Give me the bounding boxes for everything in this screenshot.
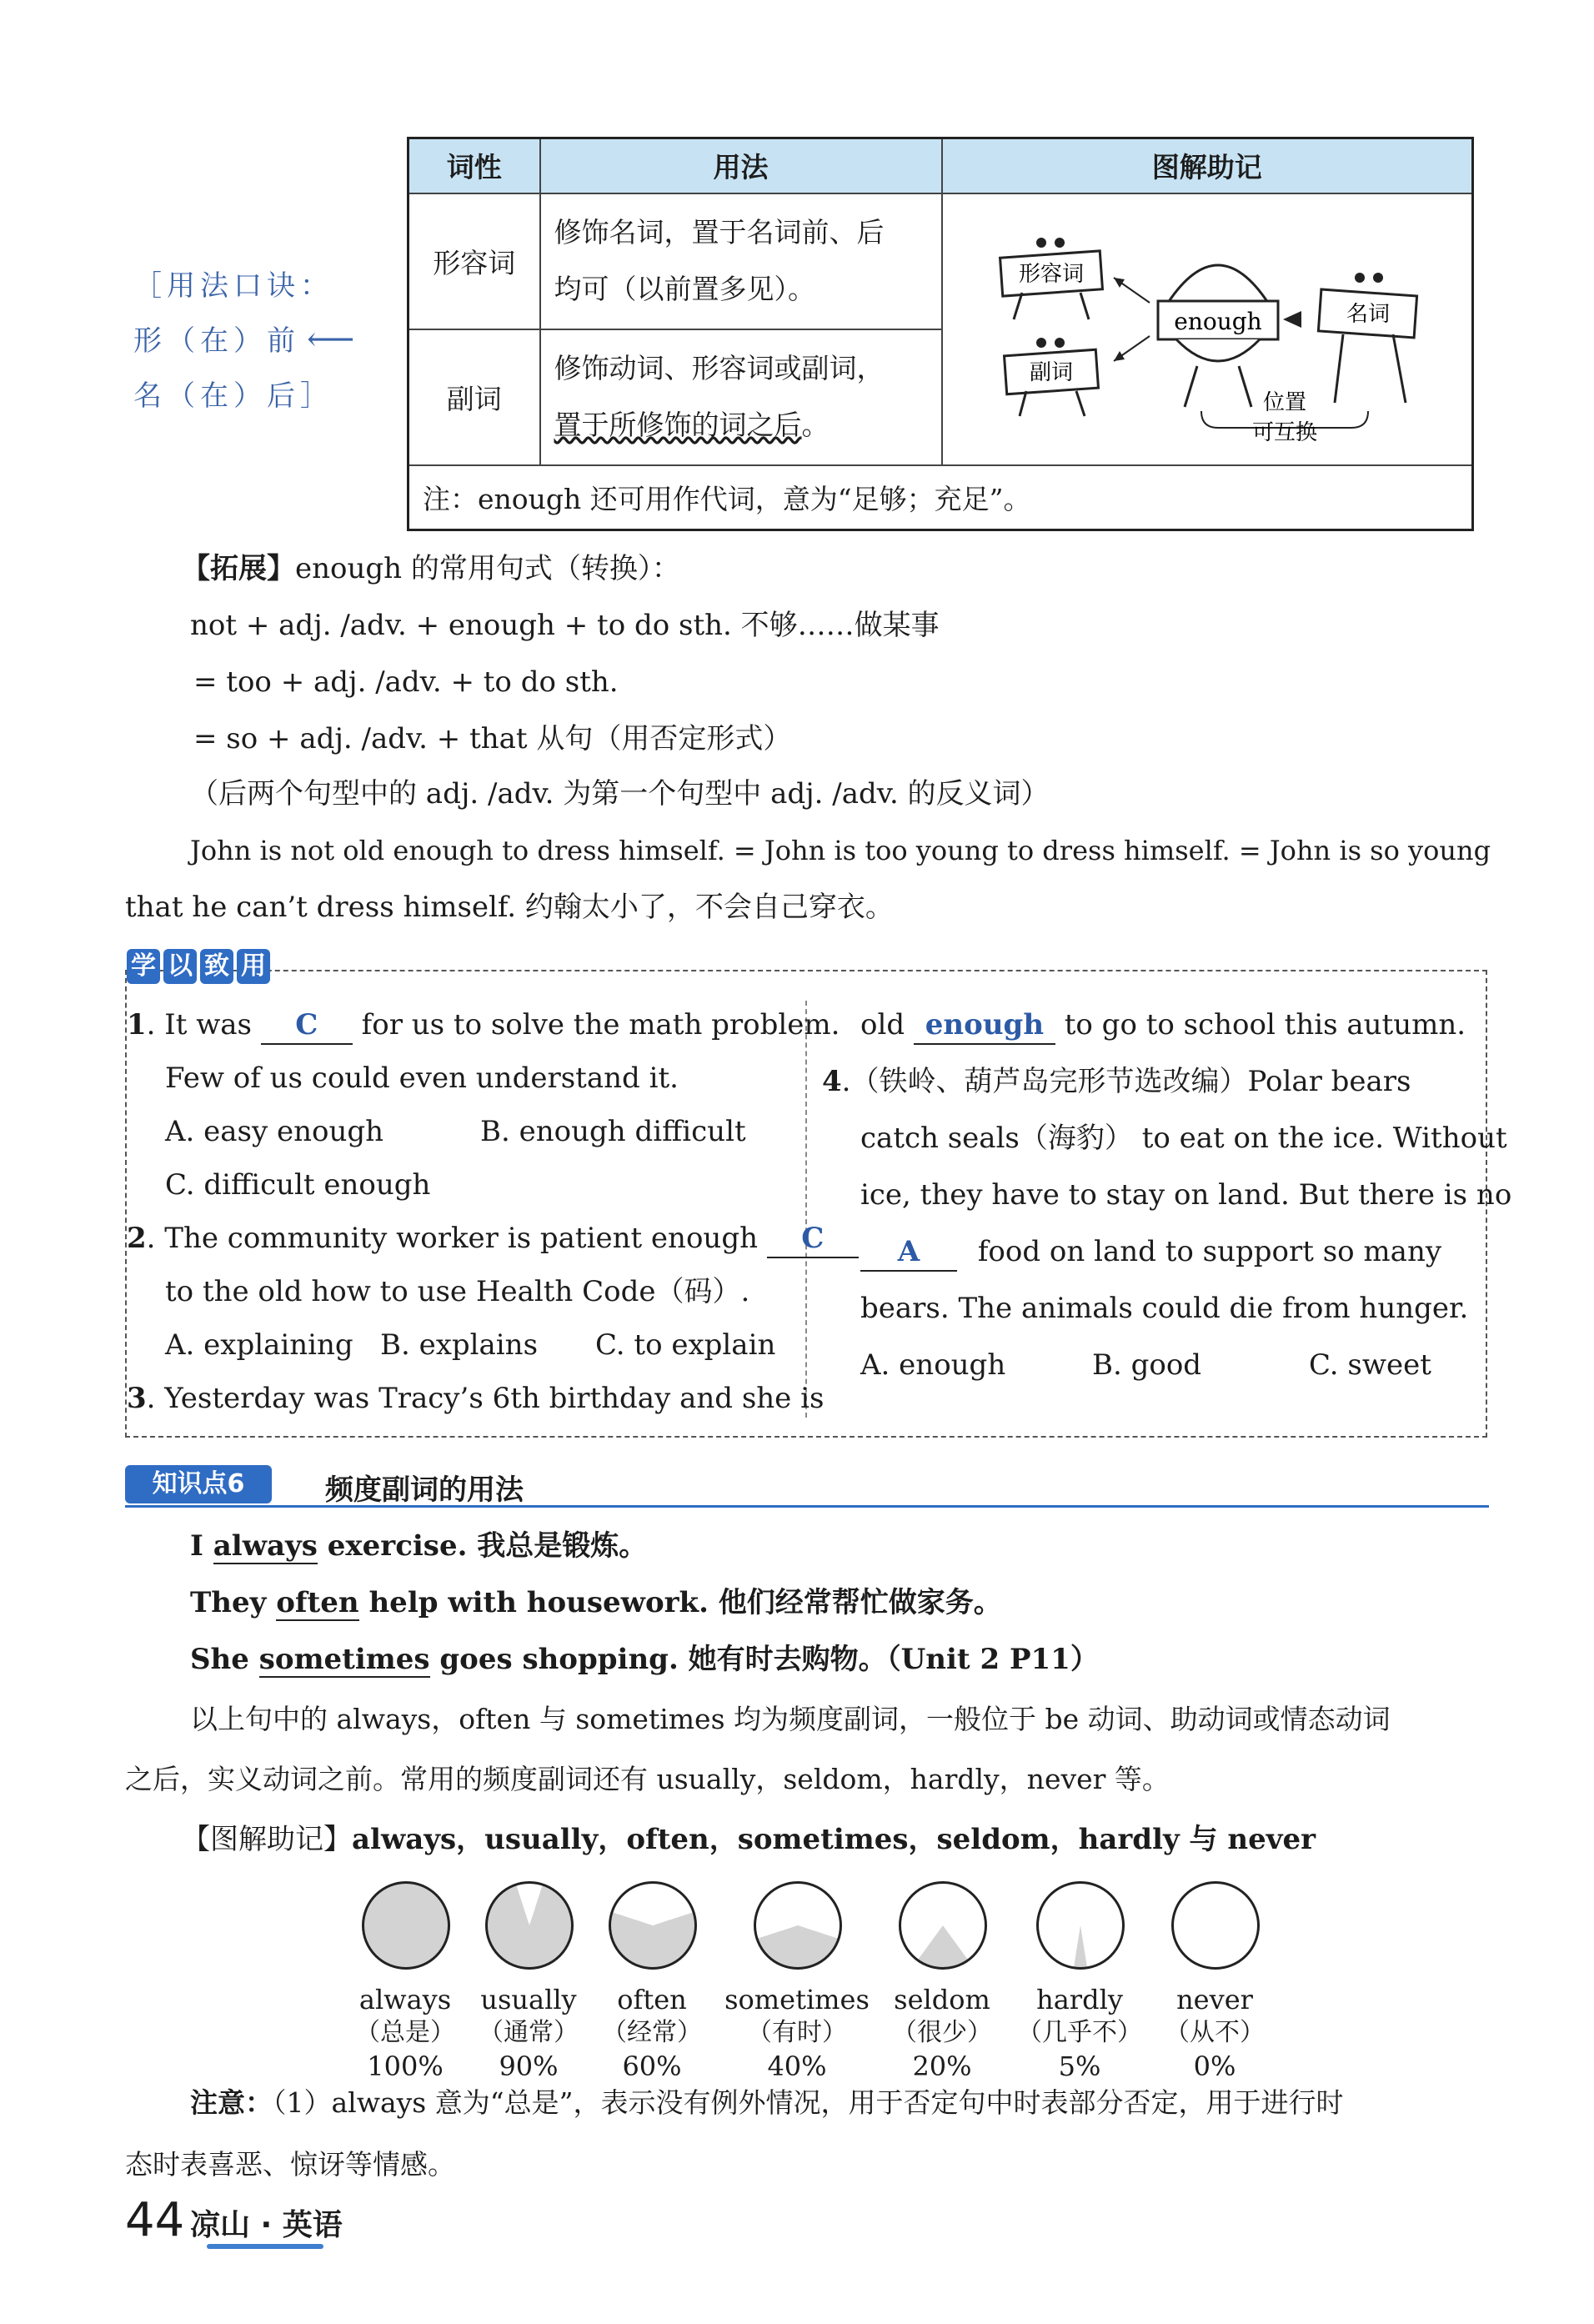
section-title: 频度副词的用法 (325, 1473, 524, 1507)
q4-line4-text: food on land to support so many (977, 1235, 1442, 1268)
q3-cont-pre: old (860, 1008, 905, 1042)
q4-option-b[interactable]: B. good (1092, 1348, 1202, 1382)
q3-line2 (860, 1006, 1466, 1045)
q2-answer[interactable]: C (767, 1220, 859, 1258)
q2-line1 (127, 1220, 859, 1258)
q2-option-a[interactable]: A. explaining (165, 1328, 353, 1362)
expand-label: 【拓展】 (182, 552, 295, 585)
diagram-adv-label: 副词 (1029, 359, 1073, 385)
example-2-word: often (276, 1586, 359, 1619)
memo-label: 【图解助记】 (182, 1823, 352, 1856)
expand-example-1: John is not old enough to dress himself. = John is too young to dress himself. = John is so young (190, 835, 1491, 866)
q4-answer[interactable]: A (860, 1233, 957, 1272)
frequency-cn-hardly: （几乎不） (1017, 2018, 1142, 2047)
q3-line1 (127, 1380, 824, 1417)
frequency-pct-usually: 90% (499, 2050, 559, 2082)
example-3-word: sometimes (258, 1643, 430, 1676)
frequency-cn-usually: （通常） (479, 2018, 579, 2047)
usage-adv (540, 329, 942, 465)
example-2-post: help with housework. 他们经常帮忙做家务。 (358, 1586, 1002, 1619)
frequency-circle-always (362, 1881, 450, 1970)
q3-answer[interactable]: enough (914, 1006, 1055, 1045)
memo-text: always，usually，often，sometimes，seldom，hardly 与 never (352, 1823, 1316, 1856)
q2-pre: . The community worker is patient enough (146, 1222, 758, 1255)
frequency-word-always: always (358, 1984, 452, 2015)
diagram-noun-label: 名词 (1346, 301, 1390, 327)
expand-intro (182, 550, 680, 587)
page-number: 44 (125, 2193, 185, 2247)
tag-char-2: 以 (163, 949, 197, 984)
margin-note (133, 259, 333, 424)
q3-pre: . Yesterday was Tracy’s 6th birthday and she is (146, 1382, 825, 1415)
frequency-pct-seldom: 20% (912, 2050, 972, 2082)
tag-char-3: 致 (200, 949, 233, 984)
note-line-1 (190, 2085, 1343, 2121)
frequency-word-often: often (617, 1984, 687, 2015)
header-pos: 词性 (409, 138, 540, 193)
adj-character-icon (1000, 238, 1102, 319)
q2-line2: to the old how to use Health Code（码）. (165, 1275, 750, 1308)
q4-line1 (822, 1063, 1411, 1100)
frequency-cn-never: （从不） (1165, 2018, 1265, 2047)
section-badge: 知识点6 (125, 1465, 272, 1503)
expand-example-2: that he can’t dress himself. 约翰太小了，不会自己穿衣。 (125, 891, 894, 924)
q1-number: 1 (127, 1008, 147, 1042)
adv-character-icon (1004, 338, 1098, 416)
example-3-pre: She (190, 1643, 259, 1676)
q1-option-a[interactable]: A. easy enough (165, 1115, 384, 1148)
q2-option-c[interactable]: C. to explain (595, 1328, 776, 1362)
diagram-enough-label: enough (1173, 307, 1262, 335)
enough-diagram (943, 194, 1474, 458)
example-3-post: goes shopping. 她有时去购物。 (429, 1643, 887, 1676)
example-1-pre: I (190, 1529, 213, 1563)
usage-adv-line2 (554, 397, 928, 454)
example-1-word: always (213, 1529, 318, 1563)
frequency-pct-always: 100% (367, 2050, 444, 2082)
footer-accent-line (207, 2244, 323, 2249)
frequency-cn-often: （经常） (602, 2018, 702, 2047)
frequency-word-never: never (1176, 1984, 1253, 2015)
frequency-cn-seldom: （很少） (892, 2018, 992, 2047)
explain-line-1: 以上句中的 always，often 与 sometimes 均为频度副词，一般位于 be 动词、助动词或情态动词 (190, 1703, 1391, 1735)
frequency-word-sometimes: sometimes (724, 1984, 870, 2015)
frequency-cn-sometimes: （有时） (747, 2018, 847, 2047)
tag-char-1: 学 (127, 949, 160, 984)
margin-note-line3: 名（在）后］ (133, 379, 333, 413)
table-note: 注：enough 还可用作代词，意为“足够；充足”。 (409, 465, 1473, 530)
q4-line3: ice, they have to stay on land. But there is no (860, 1178, 1512, 1212)
diagram-swap-line1: 位置 (1262, 389, 1306, 415)
example-sentence-3 (190, 1641, 1099, 1678)
note-line-2: 态时表喜恶、惊讶等情感。 (125, 2148, 455, 2181)
q1-line1 (127, 1006, 840, 1045)
q4-option-a[interactable]: A. enough (860, 1348, 1006, 1382)
pos-adj: 形容词 (409, 193, 540, 329)
margin-note-line2: 形（在）前 (133, 324, 300, 358)
q4-line5: bears. The animals could die from hunger. (860, 1292, 1469, 1325)
diagram-adj-label: 形容词 (1018, 261, 1084, 287)
q2-number: 2 (127, 1222, 147, 1255)
q3-number: 3 (127, 1382, 147, 1415)
q4-option-c[interactable]: C. sweet (1309, 1348, 1431, 1382)
tag-char-4: 用 (237, 949, 270, 984)
example-sentence-1 (190, 1528, 647, 1564)
q2-option-b[interactable]: B. explains (380, 1328, 539, 1362)
frequency-word-usually: usually (480, 1984, 577, 2015)
diagram-swap-line2: 可互换 (1251, 419, 1317, 445)
frequency-word-hardly: hardly (1036, 1984, 1123, 2015)
frequency-cn-always: （总是） (355, 2018, 455, 2047)
frequency-pct-hardly: 5% (1058, 2050, 1101, 2082)
expand-line-4: （后两个句型中的 adj. /adv. 为第一个句型中 adj. /adv. 的反义词） (190, 777, 1050, 811)
q1-option-c[interactable]: C. difficult enough (165, 1168, 431, 1202)
note-label: 注意： (190, 2086, 273, 2119)
frequency-circle-sometimes (754, 1881, 842, 1970)
example-1-post: exercise. 我总是锻炼。 (317, 1529, 648, 1563)
header-usage: 用法 (540, 138, 942, 193)
usage-adv-line1: 修饰动词、形容词或副词， (554, 352, 885, 384)
q1-pre: . It was (146, 1008, 253, 1042)
q4-number: 4 (822, 1065, 842, 1098)
margin-note-line1: ［用法口诀： (133, 269, 333, 303)
noun-character-icon (1318, 273, 1416, 403)
expand-intro-text: enough 的常用句式（转换）： (295, 552, 680, 585)
memo-line (182, 1821, 1316, 1858)
usage-adj-line1: 修饰名词，置于名词前、后 (554, 216, 885, 248)
usage-adj (540, 193, 942, 329)
q1-answer[interactable]: C (261, 1006, 353, 1045)
frequency-circle-seldom (899, 1881, 987, 1970)
q1-option-b[interactable]: B. enough difficult (480, 1115, 746, 1148)
pos-adv: 副词 (409, 329, 540, 465)
q1-line2: Few of us could even understand it. (165, 1062, 679, 1095)
frequency-circle-usually (485, 1881, 574, 1970)
q4-pre: .（铁岭、葫芦岛完形节选改编）Polar bears (841, 1065, 1411, 1098)
frequency-circle-never (1171, 1881, 1260, 1970)
q4-line4 (860, 1233, 1441, 1272)
example-3-ref: （Unit 2 P11） (886, 1643, 1099, 1676)
enough-character-icon (1158, 265, 1278, 407)
usage-adv-period: 。 (801, 409, 830, 441)
book-title: 凉山 · 英语 (190, 2208, 343, 2242)
usage-table (407, 137, 1474, 531)
example-2-pre: They (190, 1586, 277, 1619)
header-diagram: 图解助记 (942, 138, 1473, 193)
expand-line-1: not + adj. /adv. + enough + to do sth. 不够……做某事 (190, 609, 940, 642)
exercise-tag (127, 949, 273, 984)
q1-post: for us to solve the math problem. (361, 1008, 840, 1042)
q4-line2: catch seals（海豹） to eat on the ice. Without (860, 1122, 1507, 1155)
expand-line-3: = so + adj. /adv. + that 从句（用否定形式） (193, 722, 792, 755)
example-sentence-2 (190, 1584, 1002, 1621)
usage-adv-emphasis: 置于所修饰的词之后 (554, 409, 802, 441)
frequency-pct-never: 0% (1193, 2050, 1236, 2082)
diagram-cell (942, 193, 1473, 465)
frequency-circle-often (609, 1881, 697, 1970)
expand-line-2: = too + adj. /adv. + to do sth. (193, 665, 619, 699)
section-header (125, 1465, 1489, 1508)
column-divider (805, 1001, 807, 1418)
frequency-pct-often: 60% (622, 2050, 682, 2082)
explain-line-2: 之后，实义动词之前。常用的频度副词还有 usually，seldom，hardly，never 等。 (125, 1763, 1170, 1795)
frequency-word-seldom: seldom (894, 1984, 990, 2015)
usage-adj-line2: 均可（以前置多见）。 (554, 273, 815, 305)
frequency-pct-sometimes: 40% (767, 2050, 827, 2082)
note-text-1: （1）always 意为“总是”，表示没有例外情况，用于否定句中时表部分否定，用于进行时 (273, 2086, 1344, 2119)
q3-cont-post: to go to school this autumn. (1064, 1008, 1466, 1042)
frequency-circle-hardly (1036, 1881, 1125, 1970)
arrow-left-icon: ⟵ (307, 320, 355, 359)
